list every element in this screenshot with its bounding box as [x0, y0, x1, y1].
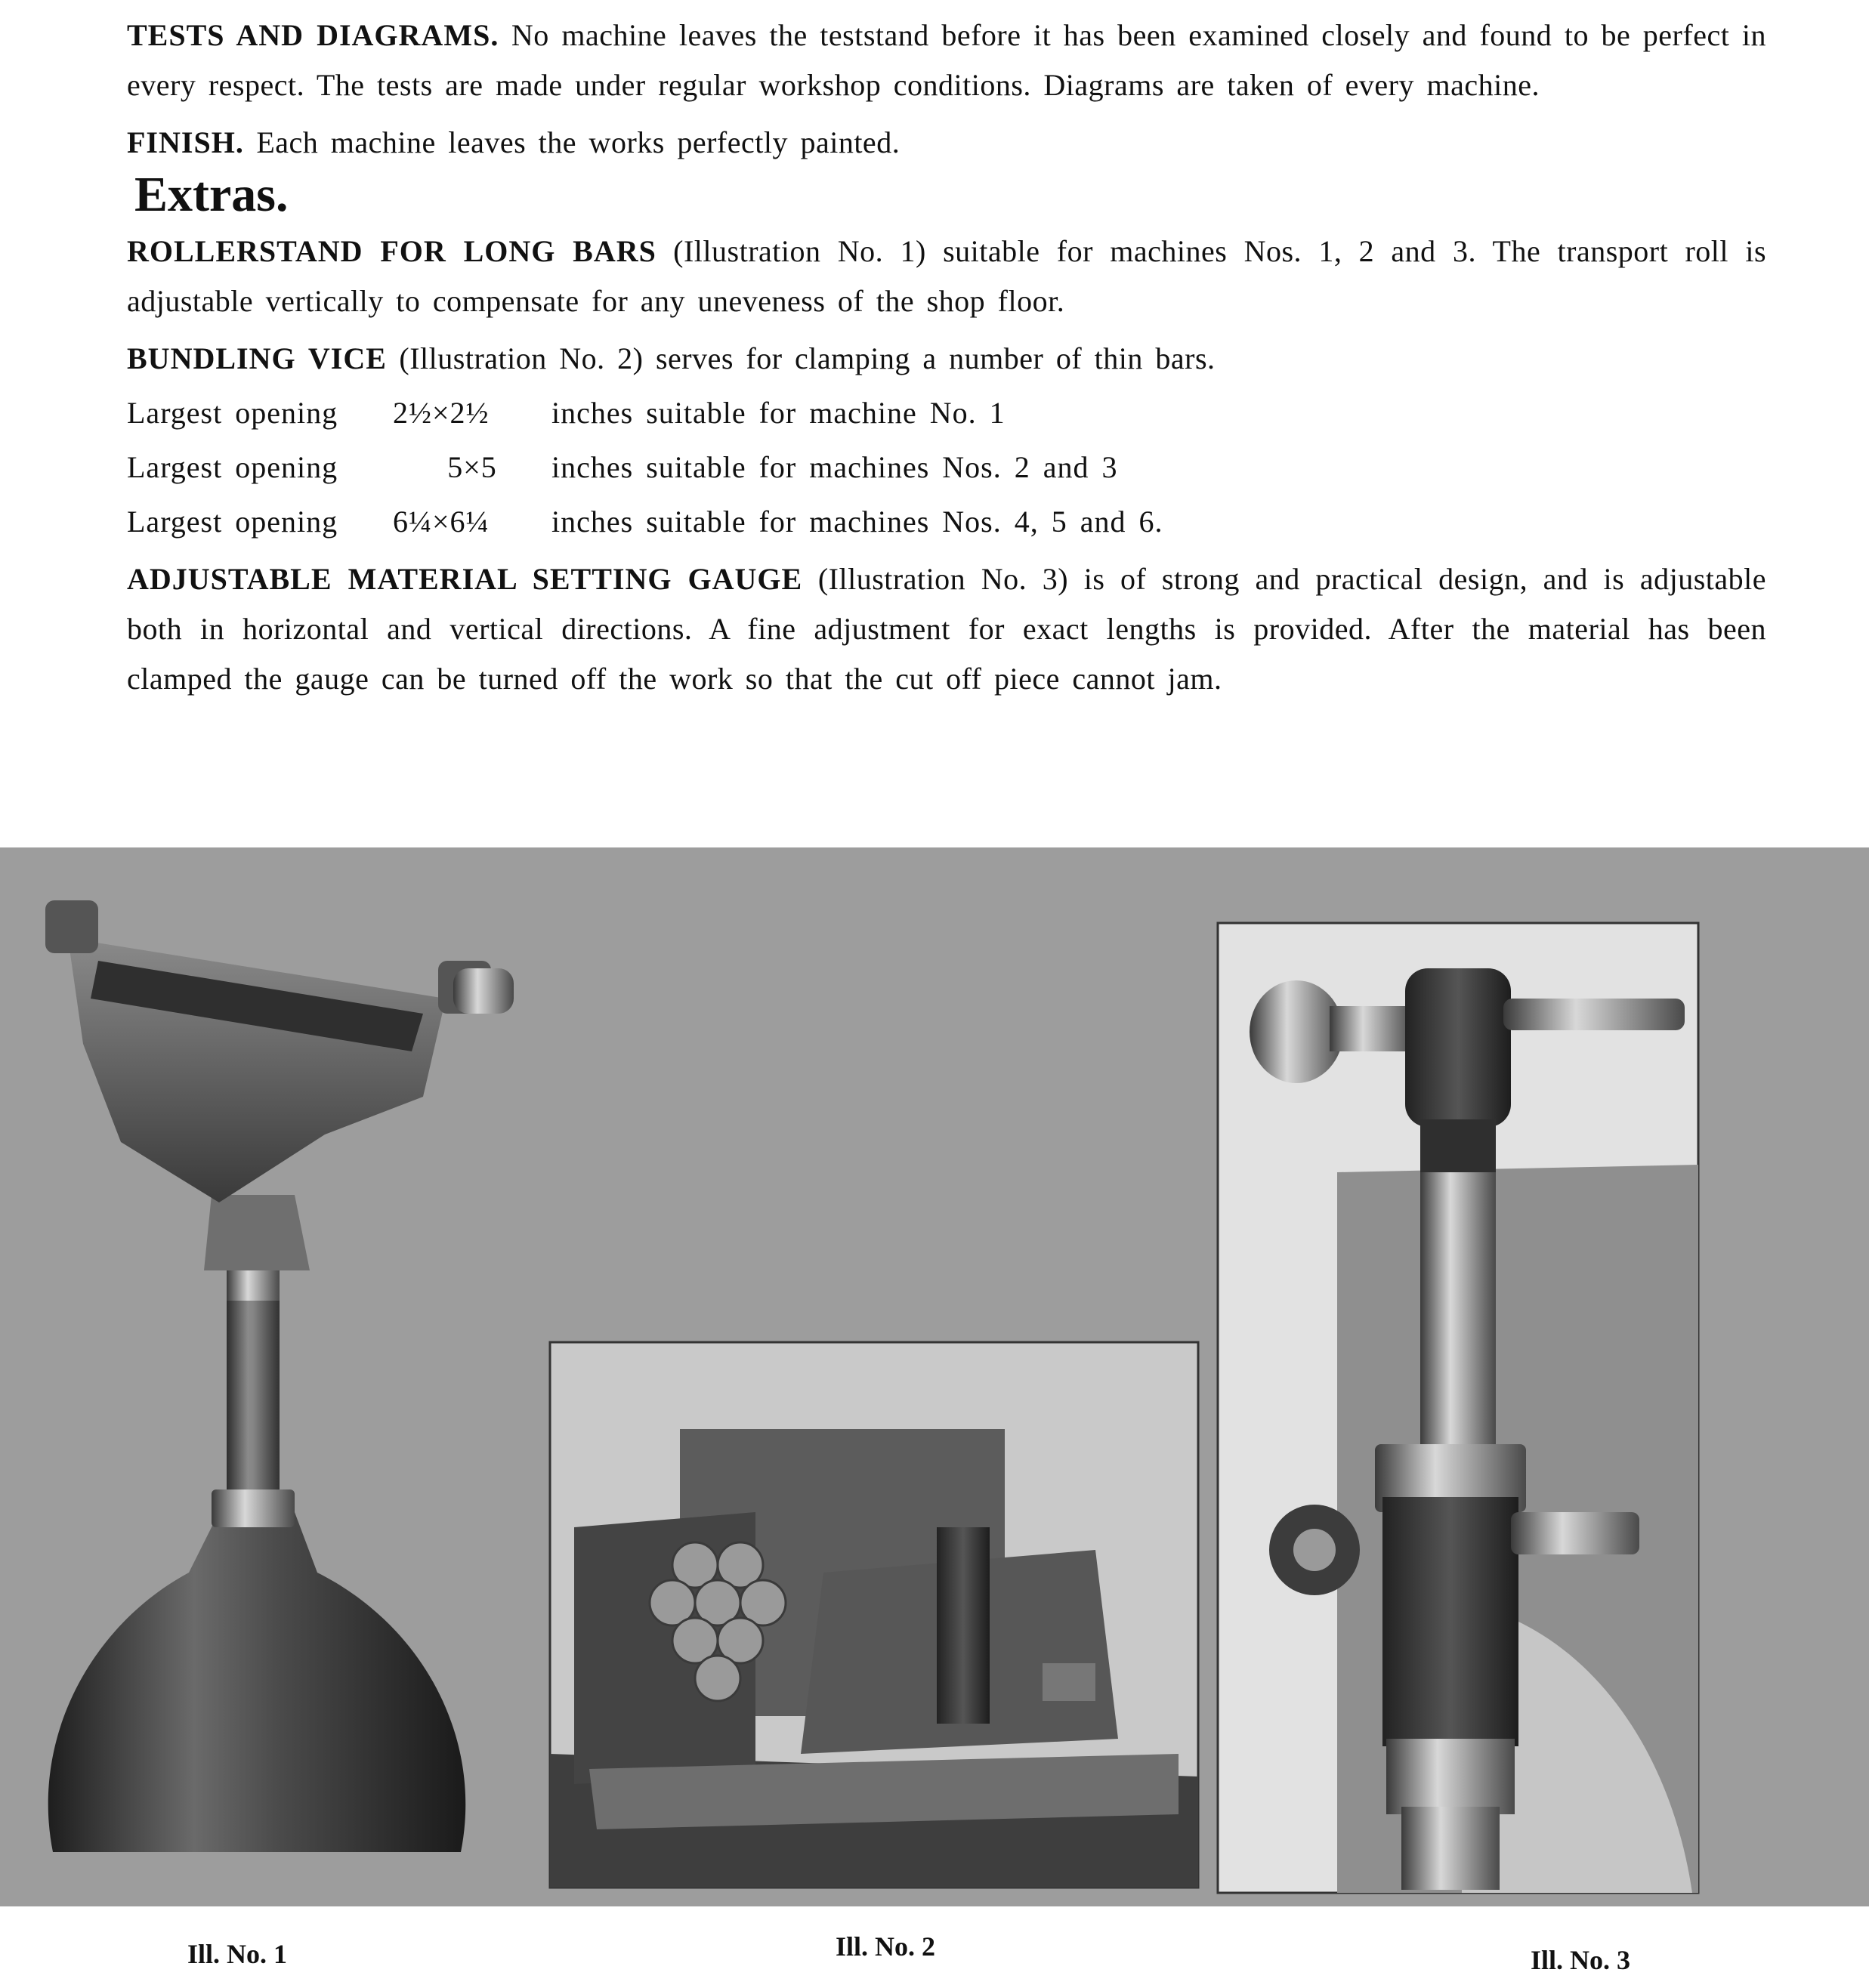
vice-illustration	[550, 1342, 1198, 1888]
caption-ill-1: Ill. No. 1	[187, 1939, 288, 1969]
opening-row	[127, 391, 1766, 435]
opening-size: 5×5	[447, 450, 497, 484]
finish-body: Each machine leaves the works perfectly painted.	[243, 125, 901, 159]
gauge-paragraph	[127, 554, 1766, 704]
caption-ill-3: Ill. No. 3	[1531, 1945, 1631, 1975]
tests-paragraph	[127, 11, 1766, 110]
opening-text: inches suitable for machine No. 1	[551, 396, 1006, 430]
gauge-illustration	[1218, 923, 1698, 1893]
illustrations-drawing	[0, 847, 1869, 1906]
finish-title: FINISH.	[127, 125, 244, 159]
rollerstand-body: (Illustration No. 1) suitable for machines Nos. 1, 2 and 3. The transport roll is adjustable vertically to compensate for any uneveness of the shop floor.	[127, 234, 1767, 318]
rollerstand-illustration	[45, 900, 514, 1852]
rollerstand-paragraph	[127, 227, 1766, 326]
illustrations-photo	[0, 847, 1869, 1906]
text-block	[127, 11, 1766, 712]
rollerstand-title: ROLLERSTAND FOR LONG BARS	[127, 234, 656, 268]
finish-paragraph	[127, 118, 1766, 168]
vice-title: BUNDLING VICE	[127, 341, 387, 375]
tests-title: TESTS AND DIAGRAMS.	[127, 18, 499, 52]
vice-body: (Illustration No. 2) serves for clamping a number of thin bars.	[386, 341, 1216, 375]
opening-label: Largest opening	[127, 505, 338, 539]
opening-size: 6¼×6¼	[393, 505, 490, 539]
opening-label: Largest opening	[127, 450, 338, 484]
opening-size: 2½×2½	[393, 396, 490, 430]
gauge-body: (Illustration No. 3) is of strong and practical design, and is adjustable both in horizontal and vertical directions. A fine adjustment for exact lengths is provided. After the material has been clamped the gauge can be turned off the work so that the cut off piece cannot jam.	[127, 562, 1766, 696]
opening-label: Largest opening	[127, 396, 338, 430]
vice-paragraph	[127, 334, 1766, 384]
opening-row	[127, 500, 1766, 544]
opening-text: inches suitable for machines Nos. 4, 5 and 6.	[551, 505, 1163, 539]
opening-row	[127, 446, 1766, 489]
opening-text: inches suitable for machines Nos. 2 and 3	[551, 450, 1118, 484]
tests-body: No machine leaves the teststand before it has been examined closely and found to be perfect in every respect. The tests are made under regular workshop conditions. Diagrams are taken of every machine.	[127, 18, 1766, 102]
gauge-title: ADJUSTABLE MATERIAL SETTING GAUGE	[127, 562, 803, 596]
extras-heading: Extras.	[134, 167, 289, 222]
caption-ill-2: Ill. No. 2	[836, 1931, 936, 1962]
